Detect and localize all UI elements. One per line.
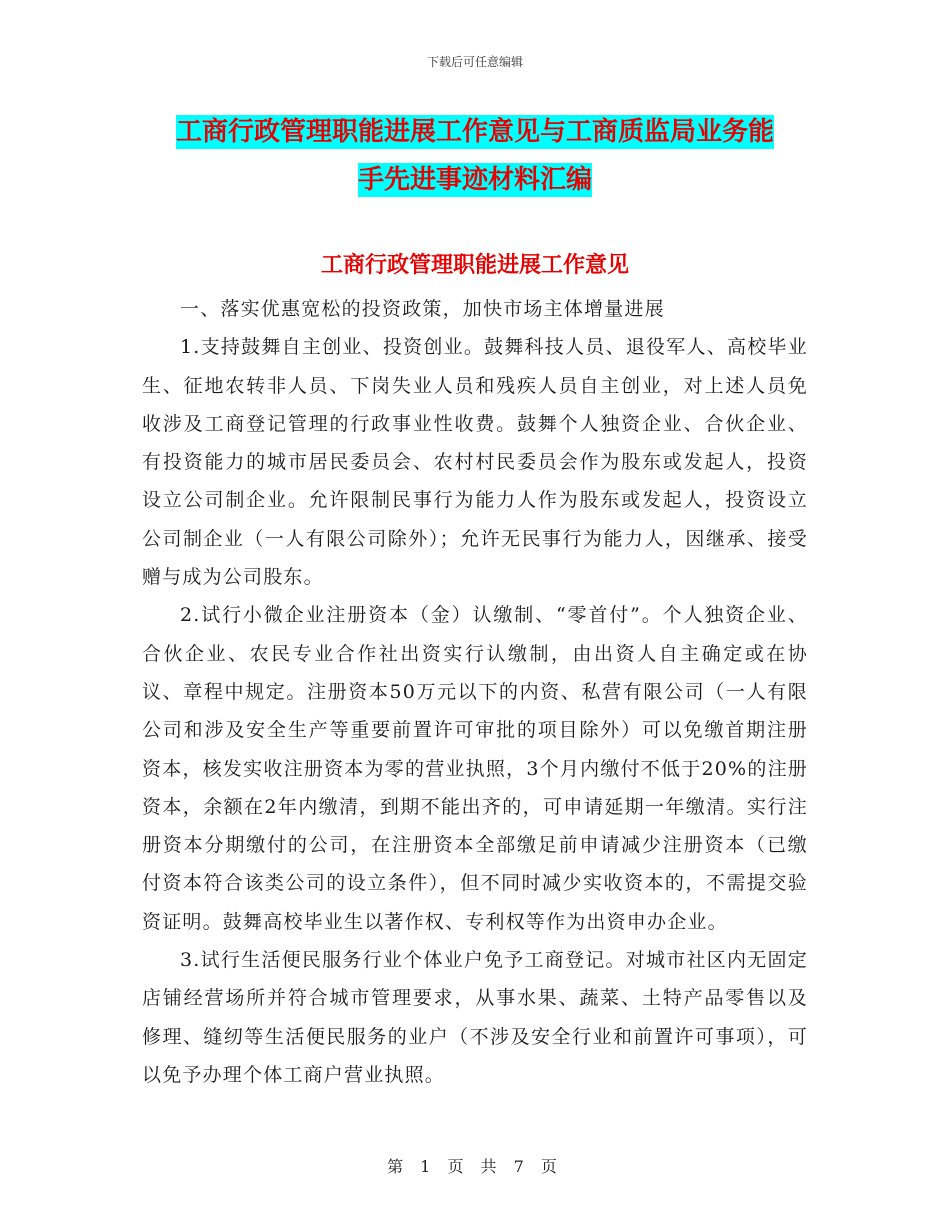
body-text [142, 290, 808, 1094]
section-title: 工商行政管理职能进展工作意见 [320, 252, 629, 278]
paragraph-2: 2.试行小微企业注册资本（金）认缴制、“零首付”。个人独资企业、合伙企业、农民专业合作社出资实行认缴制，由出资人自主确定或在协议、章程中规定。注册资本50万元以下的内资、私营有限公司（一人有限公司和涉及安全生产等重要前置许可审批的项目除外）可以免缴首期注册资本，核发实收注册资本为零的营业执照，3个月内缴付不低于20%的注册资本，余额在2年内缴清，到期不能出齐的，可申请延期一年缴清。实行注册资本分期缴付的公司，在注册资本全部缴足前申请减少注册资本（已缴付资本符合该类公司的设立条件），但不同时减少实收资本的，不需提交验资证明。鼓舞高校毕业生以著作权、专利权等作为出资申办企业。 [142, 604, 808, 933]
paragraph-1: 1.支持鼓舞自主创业、投资创业。鼓舞科技人员、退役军人、高校毕业生、征地农转非人员、下岗失业人员和残疾人员自主创业，对上述人员免收涉及工商登记管理的行政事业性收费。鼓舞个人独资企业、合伙企业、有投资能力的城市居民委员会、农村村民委员会作为股东或发起人，投资设立公司制企业。允许限制民事行为能力人作为股东或发起人，投资设立公司制企业（一人有限公司除外）；允许无民事行为能力人，因继承、接受赠与成为公司股东。 [142, 336, 808, 589]
document-title [140, 108, 810, 204]
title-line-1: 工商行政管理职能进展工作意见与工商质监局业务能 [175, 117, 774, 147]
title-line-2: 手先进事迹材料汇编 [357, 165, 592, 195]
header-note: 下载后可任意编辑 [426, 55, 523, 69]
paragraph-3: 3.试行生活便民服务行业个体业户免予工商登记。对城市社区内无固定店铺经营场所并符合城市管理要求，从事水果、蔬菜、土特产品零售以及修理、缝纫等生活便民服务的业户（不涉及安全行业和前置许可事项），可以免予办理个体工商户营业执照。 [142, 949, 808, 1086]
paragraph-heading-1: 一、落实优惠宽松的投资政策，加快市场主体增量进展 [180, 298, 665, 320]
page-footer: 第 1 页 共 7 页 [387, 1157, 563, 1176]
